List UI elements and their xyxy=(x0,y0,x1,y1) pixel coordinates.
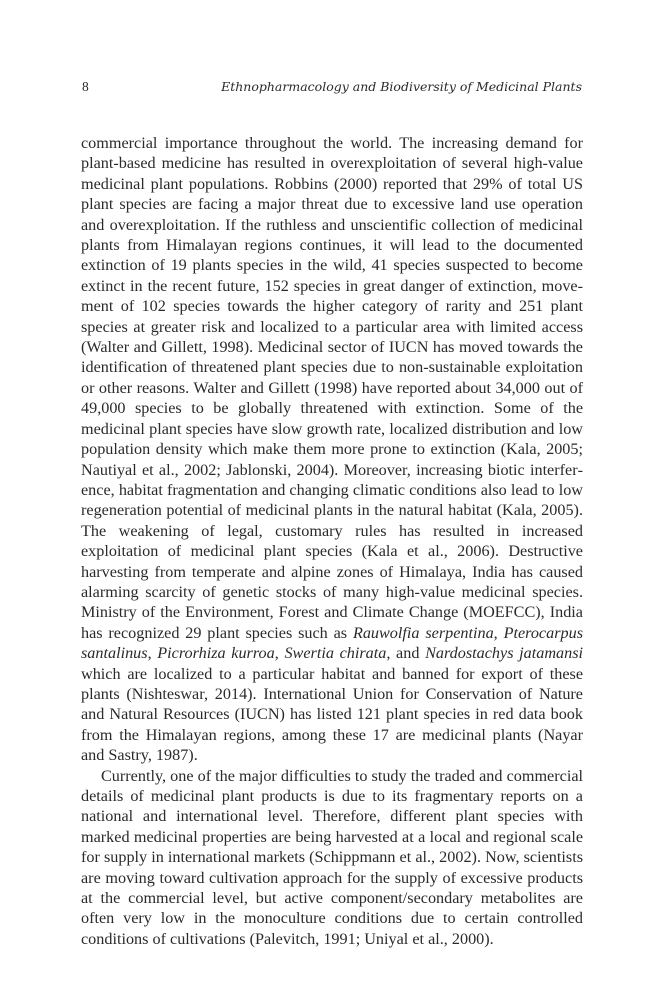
paragraph-2: Currently, one of the major difficulties to study the traded and commercial details of medicinal plant products is due to its fragmentary reports on a national and international level. Therefore, different plant species with marked medicinal properties are being harvested at a local and regional scale for supply in international markets (Schippmann et al., 2002). Now, scientists are moving toward cultivation approach for the supply of excessive products at the commercial level, but active component/secondary metabolites are often very low in the monoculture conditions due to certain controlled conditions of cultivations (Palevitch, 1991; Uniyal et al., 2000). xyxy=(81,766,583,948)
species-name: Rauwolfia serpentina xyxy=(352,623,494,642)
page-number: 8 xyxy=(82,79,89,94)
species-name: Swertia chirata, xyxy=(284,644,391,663)
paragraph-1-text-b: which are localized to a particular habitat and banned for export of these plants (Nishteswar, 2014). International Union for Conservation of Nature and Natural Resources (IUCN) has listed 121 plant species in red data book from the Himalayan regions, among these 17 are medicinal plants (Nayar and Sastry, 1987). xyxy=(81,664,583,765)
species-name: Picrorhiza kurroa xyxy=(157,644,275,663)
running-title: Ethnopharmacology and Biodiversity of Medicinal Plants xyxy=(221,79,582,94)
separator: , xyxy=(274,644,285,663)
separator: and xyxy=(390,644,426,663)
species-name: Pterocarpus santalinus xyxy=(81,623,583,663)
paragraph-1-text-a: commercial importance throughout the world. The increasing demand for plant-based medicine has resulted in overexploitation of several high-value medicinal plant populations. Robbins (2000) reported that 29% of total US plant species are facing a major threat due to excessive land use operation and overexploitation. If the ruthless and unscientific collection of medicinal plants from Himalayan regions continues, it will lead to the documented extinction of 19 plants species in the wild, 41 species suspected to become extinct in the recent future, 152 species in great danger of extinction, movement of 102 species towards the higher category of rarity and 251 plant species at greater risk and localized to a particular area with limited access (Walter and Gillett, 1998). Medicinal sector of IUCN has moved towards the identification of threatened plant species due to non-sustainable exploitation or other reasons. Walter and Gillett (1998) have reported about 34,000 out of 49,000 species to be globally threatened with extinction. Some of the medicinal plant species have slow growth rate, localized distribution and low population density which make them more prone to extinction (Kala, 2005; Nautiyal et al., 2002; Jablonski, 2004). Moreover, increasing biotic interference, habitat fragmentation and changing climatic conditions also lead to low regeneration potential of medicinal plants in the natural habitat (Kala, 2005). The weakening of legal, customary rules has resulted in increased exploitation of medicinal plant species (Kala et al., 2006). Destructive harvesting from temperate and alpine zones of Himalaya, India has caused alarming scarcity of genetic stocks of many high-value medicinal species. Ministry of the Environment, Forest and Climate Change (MOEFCC), India has recognized 29 plant species such as xyxy=(81,134,583,642)
paragraph-1 xyxy=(81,133,583,766)
separator: , xyxy=(147,644,158,663)
species-name: Nardostachys jatamansi xyxy=(425,644,584,663)
separator: , xyxy=(493,623,504,642)
body-text xyxy=(81,133,583,949)
